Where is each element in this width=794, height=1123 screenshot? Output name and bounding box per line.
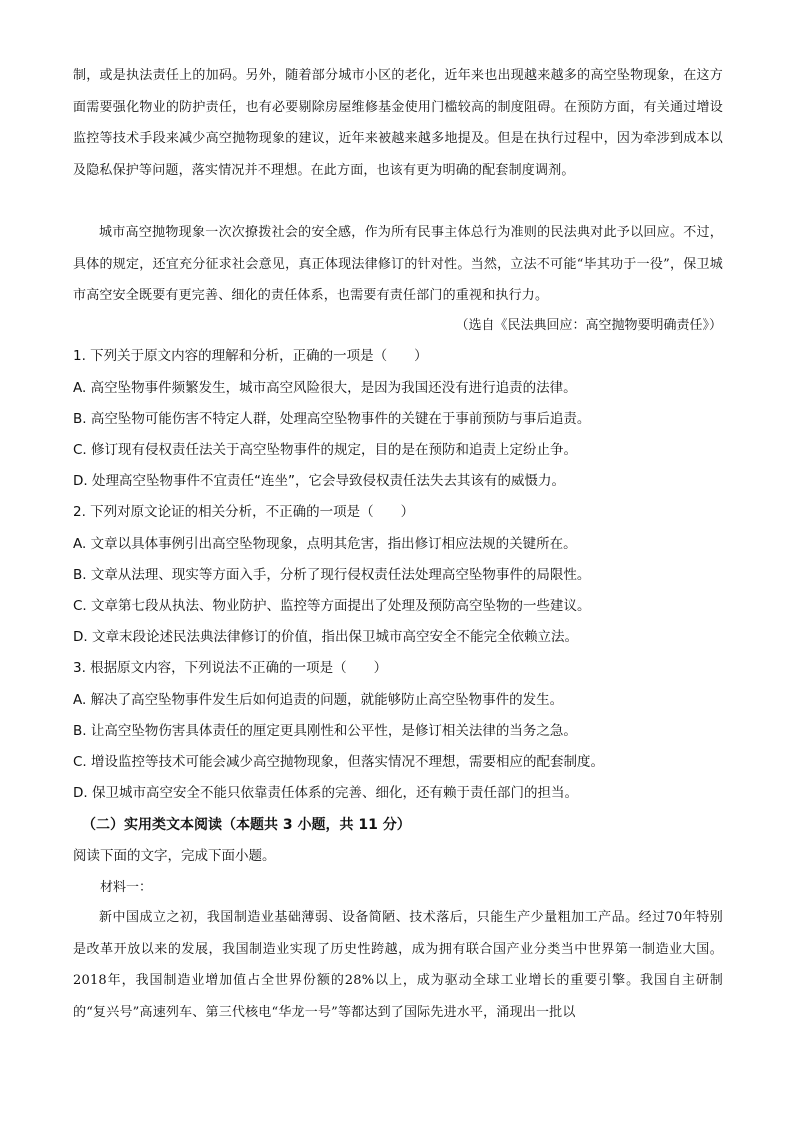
option-a: A. 高空坠物事件频繁发生，城市高空风险很大，是因为我国还没有进行追责的法律。	[73, 380, 577, 396]
option-b: B. 让高空坠物伤害具体责任的厘定更具刚性和公平性，是修订相关法律的当务之急。	[73, 723, 577, 739]
section-instruction: 阅读下面的文字，完成下面小题。	[73, 848, 276, 864]
material-paragraph: 新中国成立之初，我国制造业基础薄弱、设备简陋、技术落后，只能生产少量粗加工产品。经过70年特别是改革开放以来的发展，我国制造业实现了历史性跨越，成为拥有联合国产业分类当中世界第一制造业大国。2018年，我国制造业增加值占全世界份额的28%以上，成为驱动全球工业增长的重要引擎。我国自主研制的“复兴号”高速列车、第三代核电“华龙一号”等都达到了国际先进水平，涌现出一批以	[73, 910, 723, 1020]
option-a: A. 文章以具体事例引出高空坠物现象，点明其危害，指出修订相应法规的关键所在。	[73, 536, 577, 552]
question-stem: 2. 下列对原文论证的相关分析，不正确的一项是（ ）	[73, 504, 415, 520]
passage-source: （选自《民法典回应：高空抛物要明确责任》）	[455, 318, 722, 333]
material-label: 材料一：	[100, 880, 153, 895]
section-heading: （二）实用类文本阅读（本题共 3 小题，共 11 分）	[82, 817, 411, 833]
option-d: D. 文章末段论述民法典法律修订的价值，指出保卫城市高空安全不能完全依赖立法。	[73, 629, 578, 645]
passage-paragraph-conclusion: 城市高空抛物现象一次次撩拨社会的安全感，作为所有民事主体总行为准则的民法典对此予以回应。不过，具体的规定，还宜充分征求社会意见，真正体现法律修订的针对性。当然，立法不可能“毕其功于一役”，保卫城市高空安全既要有更完善、细化的责任体系，也需要有责任部门的重视和执行力。	[73, 225, 723, 303]
option-d: D. 保卫城市高空安全不能只依靠责任体系的完善、细化，还有赖于责任部门的担当。	[73, 785, 578, 801]
option-c: C. 修订现有侵权责任法关于高空坠物事件的规定，目的是在预防和追责上定纷止争。	[73, 442, 578, 458]
option-c: C. 增设监控等技术可能会减少高空抛物现象，但落实情况不理想，需要相应的配套制度。	[73, 754, 605, 770]
option-c: C. 文章第七段从执法、物业防护、监控等方面提出了处理及预防高空坠物的一些建议。	[73, 598, 591, 614]
passage-paragraph-continued: 制，或是执法责任上的加码。另外，随着部分城市小区的老化，近年来也出现越来越多的高空坠物现象，在这方面需要强化物业的防护责任，也有必要剔除房屋维修基金使用门槛较高的制度阻碍。在预防方面，有关通过增设监控等技术手段来减少高空抛物现象的建议，近年来被越来越多地提及。但是在执行过程中，因为牵涉到成本以及隐私保护等问题，落实情况并不理想。在此方面，也该有更为明确的配套制度调剂。	[73, 68, 723, 178]
question-stem: 3. 根据原文内容，下列说法不正确的一项是（ ）	[73, 660, 388, 676]
option-d: D. 处理高空坠物事件不宜责任“连坐”，它会导致侵权责任法失去其该有的威慑力。	[73, 473, 565, 489]
option-a: A. 解决了高空坠物事件发生后如何追责的问题，就能够防止高空坠物事件的发生。	[73, 692, 564, 708]
option-b: B. 高空坠物可能伤害不特定人群，处理高空坠物事件的关键在于事前预防与事后追责。	[73, 411, 591, 427]
option-b: B. 文章从法理、现实等方面入手，分析了现行侵权责任法处理高空坠物事件的局限性。	[73, 567, 591, 583]
question-stem: 1. 下列关于原文内容的理解和分析，正确的一项是（ ）	[73, 348, 428, 364]
